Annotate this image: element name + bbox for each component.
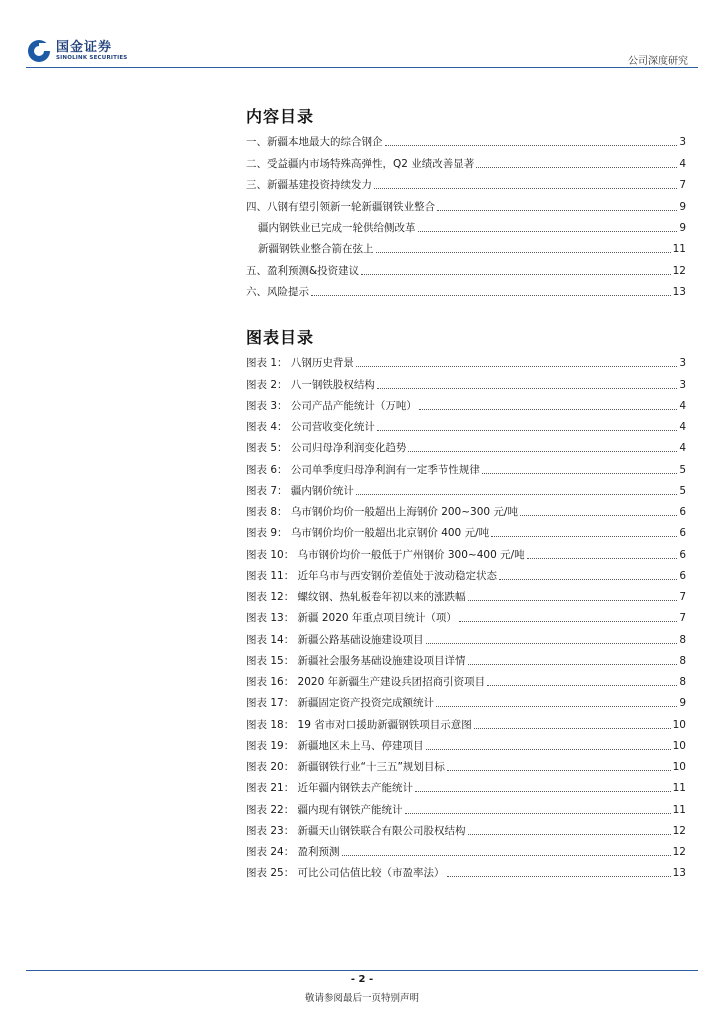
figure-entry[interactable]	[246, 859, 686, 880]
entry-page: 6	[679, 569, 686, 582]
entry-page: 4	[679, 399, 686, 412]
entry-page: 8	[679, 676, 686, 688]
dot-leader	[527, 557, 678, 559]
page-number: - 2 -	[350, 974, 374, 985]
logo-chinese-name: 国金证券	[56, 39, 113, 55]
entry-page: 13	[672, 867, 686, 880]
dot-leader	[415, 790, 671, 792]
dot-leader	[459, 620, 677, 622]
entry-label: 图表 7： 疆内钢价统计	[246, 484, 354, 497]
entry-page: 9	[679, 221, 686, 234]
report-type: 公司深度研究	[628, 56, 688, 67]
toc-entry[interactable]	[246, 171, 686, 192]
entry-page: 13	[672, 286, 686, 299]
dot-leader	[436, 705, 677, 707]
entry-page: 12	[672, 264, 686, 277]
figure-entry[interactable]	[246, 689, 686, 710]
dot-leader	[520, 514, 677, 516]
entry-label: 疆内钢铁业已完成一轮供给侧改革	[258, 221, 416, 234]
entry-page: 6	[679, 548, 686, 561]
entry-label: 图表 11： 近年乌市与西安钢价差值处于波动稳定状态	[246, 569, 498, 582]
entry-label: 图表 23： 新疆天山钢铁联合有限公司股权结构	[246, 824, 466, 837]
entry-page: 8	[679, 654, 686, 667]
entry-label: 图表 14： 新疆公路基础设施建设项目	[246, 633, 424, 646]
dot-leader	[499, 578, 677, 580]
figure-entry[interactable]	[246, 519, 686, 540]
dot-leader	[356, 493, 677, 495]
entry-label: 三、新疆基建投资持续发力	[246, 179, 372, 192]
entry-label: 图表 12： 螺纹钢、热轧板卷年初以来的涨跌幅	[246, 591, 466, 603]
dot-leader	[405, 812, 671, 814]
dot-leader	[491, 535, 677, 537]
figure-entry[interactable]	[246, 349, 686, 370]
entry-page: 12	[672, 846, 686, 858]
header-divider	[26, 67, 698, 68]
entry-page: 7	[679, 179, 686, 192]
dot-leader	[419, 408, 677, 410]
figure-entry[interactable]	[246, 540, 686, 561]
entry-label: 图表 5： 公司归母净利润变化趋势	[246, 442, 407, 455]
entry-label: 图表 9： 乌市钢价均价一般超出北京钢价 400 元/吨	[246, 527, 490, 540]
footer-divider	[26, 970, 698, 971]
figure-entry[interactable]	[246, 753, 686, 774]
dot-leader	[474, 727, 671, 729]
dot-leader	[377, 429, 677, 431]
toc-entry[interactable]	[246, 278, 686, 299]
figures-list	[246, 349, 686, 880]
entry-label: 六、风险提示	[246, 286, 309, 299]
entry-page: 6	[679, 527, 686, 540]
sinolink-logo-icon	[28, 40, 50, 62]
entry-label: 图表 6： 公司单季度归母净利润有一定季节性规律	[246, 463, 480, 476]
dot-leader	[342, 854, 671, 856]
entry-label: 图表 3： 公司产品产能统计（万吨）	[246, 399, 417, 412]
dot-leader	[426, 748, 671, 750]
dot-leader	[361, 273, 670, 275]
entry-page: 4	[679, 157, 686, 170]
dot-leader	[311, 294, 671, 296]
entry-page: 5	[679, 484, 686, 497]
figure-entry[interactable]	[246, 625, 686, 646]
dot-leader	[356, 365, 677, 367]
toc-title: 内容目录	[246, 107, 315, 126]
entry-label: 图表 17： 新疆固定资产投资完成额统计	[246, 697, 435, 710]
logo-english-name: SINOLINK SECURITIES	[56, 54, 128, 61]
entry-label: 图表 24： 盈利预测	[246, 846, 340, 858]
dot-leader	[476, 166, 677, 168]
entry-page: 8	[679, 633, 686, 646]
entry-label: 五、盈利预测&投资建议	[246, 264, 360, 277]
figure-entry[interactable]	[246, 455, 686, 476]
entry-page: 10	[672, 761, 686, 773]
toc-entry[interactable]	[246, 128, 686, 149]
dot-leader	[376, 251, 671, 253]
figure-entry[interactable]	[246, 370, 686, 391]
figure-entry[interactable]	[246, 795, 686, 816]
entry-label: 四、八钢有望引领新一轮新疆钢铁业整合	[246, 200, 435, 213]
page-header	[0, 0, 724, 72]
entry-page: 3	[679, 357, 686, 370]
toc-entry[interactable]	[246, 192, 686, 213]
figures-title: 图表目录	[246, 328, 315, 347]
figure-entry[interactable]	[246, 434, 686, 455]
entry-page: 11	[672, 243, 686, 256]
entry-label: 图表 13： 新疆 2020 年重点项目统计（项）	[246, 612, 457, 625]
entry-page: 3	[679, 136, 686, 149]
dot-leader	[418, 230, 678, 232]
figure-entry[interactable]	[246, 668, 686, 689]
dot-leader	[487, 684, 677, 686]
entry-page: 12	[672, 824, 686, 837]
dot-leader	[377, 387, 677, 389]
entry-label: 图表 2： 八一钢铁股权结构	[246, 378, 375, 391]
entry-page: 5	[679, 463, 686, 476]
entry-label: 新疆钢铁业整合箭在弦上	[258, 243, 374, 256]
dot-leader	[482, 472, 677, 474]
dot-leader	[447, 769, 671, 771]
entry-page: 9	[679, 200, 686, 213]
entry-page: 4	[679, 442, 686, 455]
entry-label: 图表 20： 新疆钢铁行业“十三五”规划目标	[246, 761, 445, 773]
entry-label: 二、受益疆内市场特殊高弹性，Q2 业绩改善显著	[246, 157, 475, 170]
dot-leader	[437, 209, 677, 211]
entry-label: 图表 4： 公司营收变化统计	[246, 421, 375, 433]
dot-leader	[468, 663, 678, 665]
figure-entry[interactable]	[246, 838, 686, 859]
contents-list	[246, 128, 686, 299]
entry-page: 7	[679, 612, 686, 625]
dot-leader	[468, 599, 678, 601]
entry-page: 10	[672, 718, 686, 731]
entry-label: 图表 8： 乌市钢价均价一般超出上海钢价 200~300 元/吨	[246, 506, 518, 518]
entry-label: 图表 1： 八钢历史背景	[246, 357, 354, 370]
entry-label: 图表 15： 新疆社会服务基础设施建设项目详情	[246, 654, 466, 667]
entry-label: 图表 22： 疆内现有钢铁产能统计	[246, 803, 403, 816]
toc-entry[interactable]	[246, 256, 686, 277]
entry-label: 图表 25： 可比公司估值比较（市盈率法）	[246, 867, 445, 880]
figure-entry[interactable]	[246, 392, 686, 413]
entry-page: 7	[679, 591, 686, 603]
figure-entry[interactable]	[246, 413, 686, 434]
entry-label: 图表 19： 新疆地区未上马、停建项目	[246, 739, 424, 752]
figure-entry[interactable]	[246, 647, 686, 668]
dot-leader	[408, 450, 677, 452]
figure-entry[interactable]	[246, 710, 686, 731]
entry-label: 图表 10： 乌市钢价均价一般低于广州钢价 300~400 元/吨	[246, 548, 525, 561]
dot-leader	[468, 833, 671, 835]
entry-page: 6	[679, 506, 686, 518]
disclaimer-note: 敬请参阅最后一页特别声明	[304, 993, 419, 1004]
dot-leader	[447, 875, 671, 877]
entry-page: 10	[672, 739, 686, 752]
entry-label: 一、新疆本地最大的综合钢企	[246, 136, 383, 149]
figure-entry[interactable]	[246, 732, 686, 753]
entry-page: 11	[672, 782, 686, 795]
entry-label: 图表 16： 2020 年新疆生产建设兵团招商引资项目	[246, 676, 486, 688]
figure-entry[interactable]	[246, 498, 686, 519]
figure-entry[interactable]	[246, 774, 686, 795]
dot-leader	[374, 187, 677, 189]
figure-entry[interactable]	[246, 562, 686, 583]
dot-leader	[385, 144, 678, 146]
entry-page: 3	[679, 378, 686, 391]
entry-page: 9	[679, 697, 686, 710]
entry-label: 图表 21： 近年疆内钢铁去产能统计	[246, 782, 414, 795]
toc-entry[interactable]	[246, 214, 686, 235]
figure-entry[interactable]	[246, 583, 686, 604]
figure-entry[interactable]	[246, 817, 686, 838]
entry-label: 图表 18： 19 省市对口援助新疆钢铁项目示意图	[246, 718, 472, 731]
entry-page: 4	[679, 421, 686, 433]
figure-entry[interactable]	[246, 477, 686, 498]
entry-page: 11	[672, 803, 686, 816]
dot-leader	[426, 642, 678, 644]
company-logo	[28, 40, 127, 62]
toc-entry[interactable]	[246, 235, 686, 256]
toc-entry[interactable]	[246, 149, 686, 170]
figure-entry[interactable]	[246, 604, 686, 625]
